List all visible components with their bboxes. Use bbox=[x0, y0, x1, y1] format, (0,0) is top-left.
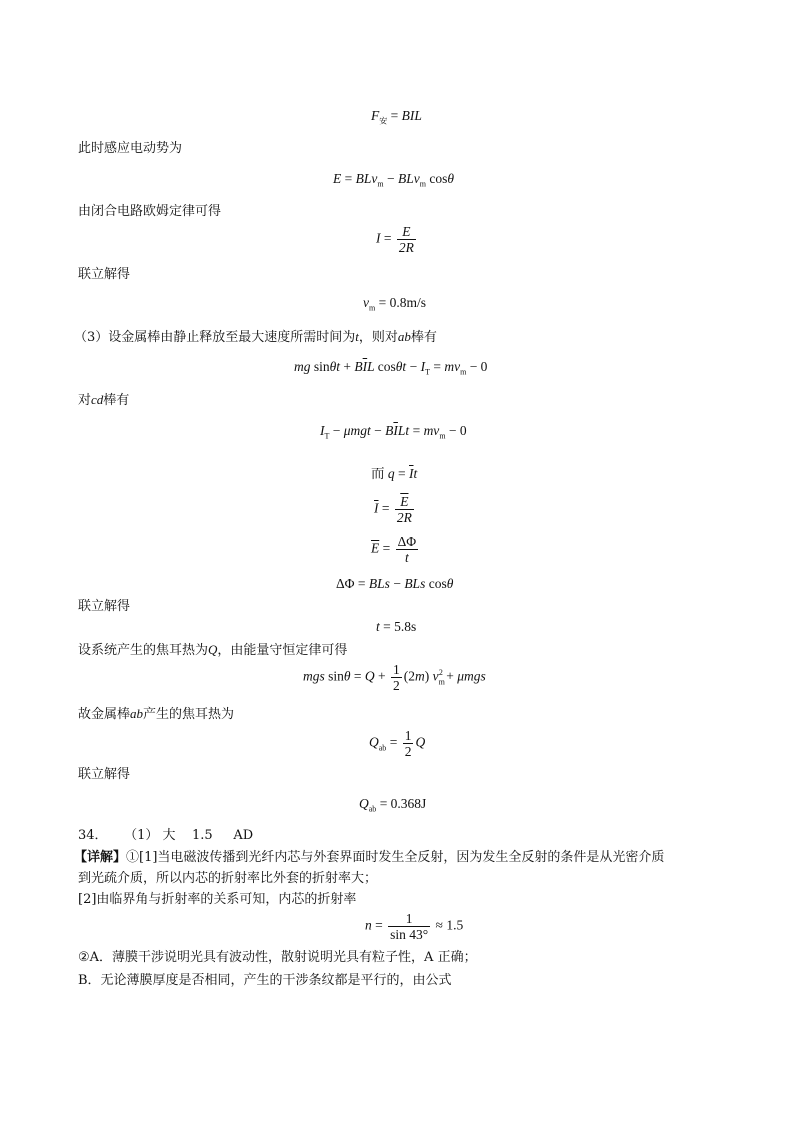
detail-line: B．无论薄膜厚度是否相同，产生的干涉条纹都是平行的，由公式 bbox=[78, 973, 452, 988]
equation-energy: mgs sinθ = Q + $\frac{1}{2}$ (2m) $v_m^2 + \mu mgs$ bbox=[303, 662, 486, 693]
equation-charge: 而 $q = \overline{I}t$ bbox=[371, 466, 418, 481]
text-line: 对cd棒有 bbox=[78, 392, 130, 408]
equation-refractive-index: n = $\frac{1}{\sin 43^\circ}$ ≈ 1.5 bbox=[365, 911, 464, 942]
equation-current: I = $\frac{E}{2R}$ bbox=[376, 224, 414, 255]
equation-flux: ΔΦ = BLs − BLs cosθ bbox=[336, 576, 454, 591]
detail-line: ②A．薄膜干涉说明光具有波动性，散射说明光具有粒子性，A 正确； bbox=[78, 950, 477, 965]
equation-cd-momentum: $I_T - \mu mgt - B\overline{I}Lt = mv_m - 0$ bbox=[320, 423, 467, 441]
text-line: 此时感应电动势为 bbox=[78, 141, 183, 156]
text-line: （3）设金属棒由静止释放至最大速度所需时间为t，则对ab棒有 bbox=[74, 329, 437, 345]
text-line: 故金属棒ab产生的焦耳热为 bbox=[78, 706, 235, 722]
text-line: 联立解得 bbox=[78, 599, 131, 614]
equation-avg-emf: $\overline{E}$ = $\frac{\Delta\Phi}{t}$ bbox=[371, 534, 417, 565]
detail-line: 【详解】①[1]当电磁波传播到光纤内芯与外套界面时发生全反射，因为发生全反射的条件是从光密介质 bbox=[74, 850, 665, 865]
equation-qab-value: $Q_{ab} = 0.368J$ bbox=[359, 796, 427, 814]
equation-time: t = 5.8s bbox=[376, 619, 417, 634]
equation-vm: $v_m = 0.8m/s$ bbox=[363, 295, 426, 313]
detail-line: [2]由临界角与折射率的关系可知，内芯的折射率 bbox=[78, 892, 357, 907]
question-34-answer: 34． （1） 大 1.5 AD bbox=[78, 828, 254, 843]
detail-line: 到光疏介质，所以内芯的折射率比外套的折射率大； bbox=[78, 871, 378, 886]
text-line: 设系统产生的焦耳热为Q，由能量守恒定律可得 bbox=[78, 642, 348, 658]
equation-ampere-force: $F_安$ = BIL bbox=[371, 108, 422, 126]
text-line: 由闭合电路欧姆定律可得 bbox=[78, 204, 222, 219]
text-line: 联立解得 bbox=[78, 267, 131, 282]
text-line: 联立解得 bbox=[78, 767, 131, 782]
equation-ab-momentum: mg $\sin\theta t + B\overline{I}L$ $\cos\theta t - I_T = mv_m - 0$ bbox=[294, 359, 488, 377]
equation-avg-current: $\overline{I}$ = $\frac{\overline{E}}{2R}$ bbox=[374, 494, 412, 525]
equation-qab: $Q_{ab}$ = $\frac{1}{2}$ Q bbox=[369, 728, 426, 759]
equation-emf: E = BLv$_m$ − BLv$_m$ cosθ bbox=[333, 171, 454, 189]
